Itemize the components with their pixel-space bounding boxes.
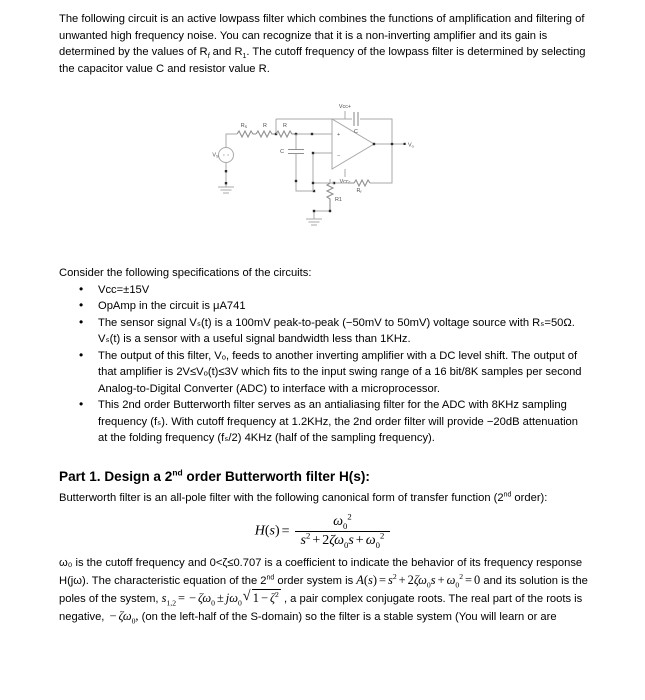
voltage-source-symbol [219, 148, 234, 163]
equation-numerator: $\omega_0^2$ [295, 514, 391, 532]
closing-line-3a: the poles of the system, [59, 574, 588, 605]
node-output-a [373, 143, 375, 145]
resistor-rs [237, 131, 256, 137]
spec-item-sensor [77, 315, 589, 348]
intro-sub-f: f [207, 53, 210, 61]
intro-paragraph [59, 11, 589, 77]
butterworth-intro-a: Butterworth filter is an all-pole filter with the following canonical form of transfer function (2 [59, 491, 504, 504]
equation-fraction [295, 511, 391, 550]
wire-source-top [226, 134, 237, 148]
label-vcc-minus: Vcc- [339, 179, 351, 185]
equation-content: H(s) = $\frac{\omega_0^2}{s^2 + 2\zeta\omega_0s + \omega_0^2}$ [255, 514, 394, 549]
page-title [59, 468, 589, 486]
closing-paragraph [59, 555, 589, 625]
spec-item-opamp [77, 298, 589, 315]
node-r1-top [312, 182, 314, 184]
label-r-series-2: R [283, 123, 287, 129]
wire-fb-cap-right [360, 119, 392, 143]
wire-r1-bottom [314, 211, 330, 219]
ground-symbol-gain [306, 219, 322, 225]
specifications-list [59, 282, 589, 447]
closing-line-2c: and its solution is [480, 574, 570, 587]
intro-sub-1: 1 [242, 53, 247, 61]
label-c-feedback: C [354, 129, 358, 135]
label-c-shunt: C [280, 149, 284, 155]
resistor-rf [348, 180, 370, 186]
equation-equals: = [281, 523, 290, 539]
node-output-b [391, 143, 393, 145]
document-content [59, 11, 589, 625]
wire-shunt-cap-bottom [296, 154, 314, 192]
closing-ordinal: nd [266, 573, 275, 581]
butterworth-intro-ordinal: nd [503, 490, 512, 498]
circuit-figure [59, 91, 589, 251]
closing-line-4a: roots is negative, [59, 593, 583, 623]
label-vo-sub: o [411, 144, 414, 149]
node-source-b [225, 182, 227, 184]
intro-text-part2: and R [209, 46, 243, 58]
part-title-a: Part 1. Design a 2 [59, 468, 173, 484]
node-output-terminal [404, 143, 406, 145]
label-rs-sub: S [244, 125, 248, 130]
label-r1: R1 [335, 197, 342, 203]
capacitor-feedback-plates [354, 112, 358, 126]
node-opamp-in [311, 133, 313, 135]
resistor-r-series-2 [276, 131, 296, 137]
closing-line-2b: order system is [274, 574, 357, 587]
part-title-ordinal: nd [172, 466, 183, 477]
node-shunt-bottom [295, 180, 297, 182]
node-r1-bot-2 [329, 210, 331, 212]
spec-opamp-text: OpAmp in the circuit is μA741 [98, 300, 246, 312]
opamp-body [332, 119, 374, 169]
label-vcc-plus: Vcc+ [338, 104, 352, 110]
label-rf: $R_f$ [356, 188, 362, 195]
circuit-schematic [204, 91, 444, 251]
spec-item-output [77, 348, 589, 398]
closing-line-2a: H(jω). The characteristic equation of the 2 [59, 574, 267, 587]
spec-vcc-text: Vcc=±15V [98, 283, 150, 296]
real-part-expression: − $\zeta\omega_0$, [109, 608, 139, 625]
spec-antialias-text: This 2nd order Butterworth filter serves as an antialiasing filter for the ADC with 8KHz sampling frequency (fₛ). With cutoff frequency at 1.2KHz, the 2nd order filter will provide −20dB attenuation at the folding frequency (fₛ/2) 4KHz (half of the sampling frequency). [98, 399, 579, 444]
transfer-function-equation [59, 511, 589, 550]
capacitor-shunt-plates [288, 150, 304, 154]
spec-item-antialias [77, 397, 589, 447]
spec-sensor-text: The sensor signal Vₛ(t) is a 100mV peak-to-peak (−50mV to 50mV) voltage source with Rₛ=50Ω. Vₛ(t) is a sensor with a useful signal bandwidth less than 1KHz. [98, 316, 575, 345]
opamp-plus-input: + [337, 132, 341, 138]
closing-line-1: ω₀ is the cutoff frequency and 0<ζ≤0.707 is a coefficient to indicate the behavior of its frequency response [59, 557, 583, 569]
spec-output-text: The output of this filter, Vₒ, feeds to another inverting amplifier with a DC level shift. The output of that amplifier is 2V≤Vₒ(t)≤3V which fits to the input swing range of a 16 bit/8K samples per second Analog-to-Digital Converter (ADC) to interface with a microprocessor. [98, 349, 582, 395]
label-rs: $R_S$ [240, 123, 248, 130]
wire-rf-right [370, 145, 392, 183]
butterworth-intro [59, 490, 589, 507]
spec-item-vcc [77, 282, 589, 299]
wire-inverting-input [313, 153, 332, 191]
label-vs-sub: S [215, 154, 219, 159]
label-r-series-1: R [263, 123, 267, 129]
part-title-b: order Butterworth filter H(s): [182, 468, 370, 484]
equation-lhs: H [254, 523, 265, 539]
intro-text-part3: . The cutoff frequency of the lowpass filter is determined by selecting the capacitor value C and resistor value R. [59, 46, 586, 75]
square-root: √ $1 - \zeta^2$ [243, 589, 281, 607]
node-source-a [225, 170, 227, 172]
node-inverting-input [312, 152, 314, 154]
ground-symbol-source [218, 187, 234, 193]
intro-text-part1: The following circuit is an active lowpass filter which combines the functions of amplification and filtering of unwanted high frequency noise. You can recognize that it is a non-inverting amplifier and its gain is determined by the values of R [59, 13, 585, 58]
opamp-minus-input: − [337, 153, 341, 159]
poles-equation: $s_{1,2}$ = − $\zeta\omega_0 \pm j\omega_0$ √ $1 - \zeta^2$ [162, 591, 281, 605]
butterworth-intro-b: order): [511, 491, 548, 504]
closing-line-3b: , a pair complex conjugate roots. The real part of the [280, 593, 544, 605]
spec-lead: Consider the following specifications of the circuits: [59, 267, 312, 279]
closing-line-4b: (on the left-half of the S-domain) so the filter is a stable system (You will learn or are [138, 610, 557, 623]
characteristic-equation: $A(s) = s^2 + 2\zeta\omega_0s + \omega_0^2 = 0$ [356, 571, 481, 589]
resistor-r1 [327, 183, 333, 211]
label-rf-sub: f [360, 190, 362, 195]
resistor-r-series-1 [256, 131, 276, 137]
label-vo: $V_o$ [408, 142, 414, 149]
equation-denominator: $s^2 + 2\zeta\omega_0s + \omega_0^2$ [300, 530, 385, 550]
label-vs: $V_S$ [212, 152, 219, 159]
node-r1-bot [313, 210, 315, 212]
